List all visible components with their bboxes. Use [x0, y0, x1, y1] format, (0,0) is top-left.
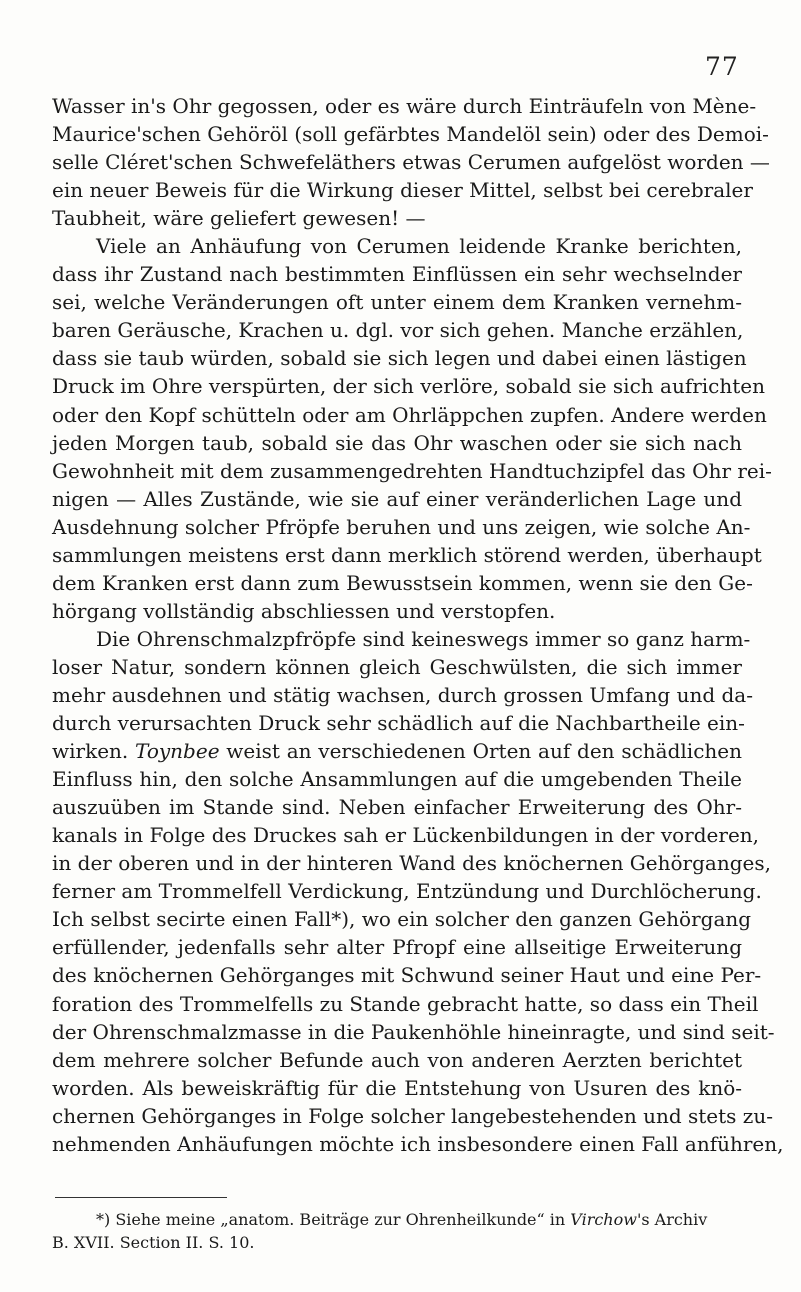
page-number: 77	[705, 52, 739, 81]
text-line: jeden Morgen taub, sobald sie das Ohr waschen oder sie sich nach	[52, 430, 742, 455]
footnote-author-name: Virchow	[570, 1210, 637, 1229]
text-line: hörgang vollständig abschliessen und verstopfen.	[52, 598, 556, 623]
footnote	[52, 1208, 742, 1254]
text-line: erfüllender, jedenfalls sehr alter Pfropf eine allseitige Erweiterung	[52, 935, 742, 960]
text-line: Wasser in's Ohr gegossen, oder es wäre durch Einträufeln von Mène-	[52, 94, 757, 118]
text-line: nigen — Alles Zustände, wie sie auf einer veränderlichen Lage und	[52, 486, 742, 511]
text-line: Druck im Ohre verspürten, der sich verlöre, sobald sie sich aufrichten	[52, 374, 766, 399]
body-text	[52, 92, 784, 1158]
footnote-line-1	[52, 1208, 742, 1231]
text-line: Einfluss hin, den solche Ansammlungen auf die umgebenden Theile	[52, 767, 742, 792]
text-line: chernen Gehörganges in Folge solcher langebestehenden und stets zu-	[52, 1103, 773, 1128]
text-line	[52, 737, 742, 765]
text-line: sei, welche Veränderungen oft unter einem dem Kranken vernehm-	[52, 290, 742, 315]
text-line: oder den Kopf schütteln oder am Ohrläppchen zupfen. Andere werden	[52, 402, 767, 427]
text-segment: wirken.	[52, 739, 136, 764]
text-line: durch verursachten Druck sehr schädlich auf die Nachbartheile ein-	[52, 711, 745, 736]
footnote-divider	[55, 1197, 227, 1198]
text-line: dass sie taub würden, sobald sie sich legen und dabei einen lästigen	[52, 346, 747, 371]
text-line: mehr ausdehnen und stätig wachsen, durch grossen Umfang und da-	[52, 682, 753, 707]
text-line: Ich selbst secirte einen Fall*), wo ein solcher den ganzen Gehörgang	[52, 907, 752, 932]
text-line: loser Natur, sondern können gleich Geschwülsten, die sich immer	[52, 654, 742, 679]
text-line: Ausdehnung solcher Pfröpfe beruhen und uns zeigen, wie solche An-	[52, 514, 751, 539]
text-line: baren Geräusche, Krachen u. dgl. vor sich gehen. Manche erzählen,	[52, 318, 744, 343]
text-line: foration des Trommelfells zu Stande gebracht hatte, so dass ein Theil	[52, 991, 759, 1016]
footnote-line-2: B. XVII. Section II. S. 10.	[52, 1233, 255, 1252]
text-line: worden. Als beweiskräftig für die Entstehung von Usuren des knö-	[52, 1075, 742, 1100]
text-line: der Ohrenschmalzmasse in die Paukenhöhle hineinragte, und sind seit-	[52, 1019, 775, 1044]
text-line: Maurice'schen Gehöröl (soll gefärbtes Mandelöl sein) oder des Demoi-	[52, 122, 769, 147]
footnote-text-a: *) Siehe meine „anatom. Beiträge zur Ohrenheilkunde“ in	[96, 1210, 571, 1229]
text-line: ein neuer Beweis für die Wirkung dieser Mittel, selbst bei cerebraler	[52, 178, 753, 203]
text-line: ferner am Trommelfell Verdickung, Entzündung und Durchlöcherung.	[52, 879, 762, 904]
text-line: in der oberen und in der hinteren Wand des knöchernen Gehörganges,	[52, 851, 771, 876]
text-line: nehmenden Anhäufungen möchte ich insbesondere einen Fall anführen,	[52, 1131, 784, 1156]
text-line: Viele an Anhäufung von Cerumen leidende Kranke berichten,	[96, 234, 742, 259]
text-line: dass ihr Zustand nach bestimmten Einflüssen ein sehr wechselnder	[52, 262, 742, 287]
text-line: Taubheit, wäre geliefert gewesen! —	[52, 206, 426, 231]
footnote-text-b: 's Archiv	[636, 1210, 708, 1229]
text-line: dem Kranken erst dann zum Bewusstsein kommen, wenn sie den Ge-	[52, 570, 753, 595]
text-line: kanals in Folge des Druckes sah er Lückenbildungen in der vorderen,	[52, 823, 760, 848]
text-line: des knöchernen Gehörganges mit Schwund seiner Haut und eine Per-	[52, 963, 762, 988]
text-line: sammlungen meistens erst dann merklich störend werden, überhaupt	[52, 542, 762, 567]
text-line: Gewohnheit mit dem zusammengedrehten Handtuchzipfel das Ohr rei-	[52, 458, 772, 483]
author-name: Toynbee	[135, 739, 220, 764]
text-line: auszuüben im Stande sind. Neben einfacher Erweiterung des Ohr-	[52, 795, 742, 820]
text-line: dem mehrere solcher Befunde auch von anderen Aerzten berichtet	[52, 1047, 742, 1072]
text-line: Die Ohrenschmalzpfröpfe sind keineswegs immer so ganz harm-	[96, 626, 751, 651]
text-line: selle Cléret'schen Schwefeläthers etwas Cerumen aufgelöst worden —	[52, 150, 770, 175]
text-segment: weist an verschiedenen Orten auf den schädlichen	[219, 739, 742, 764]
